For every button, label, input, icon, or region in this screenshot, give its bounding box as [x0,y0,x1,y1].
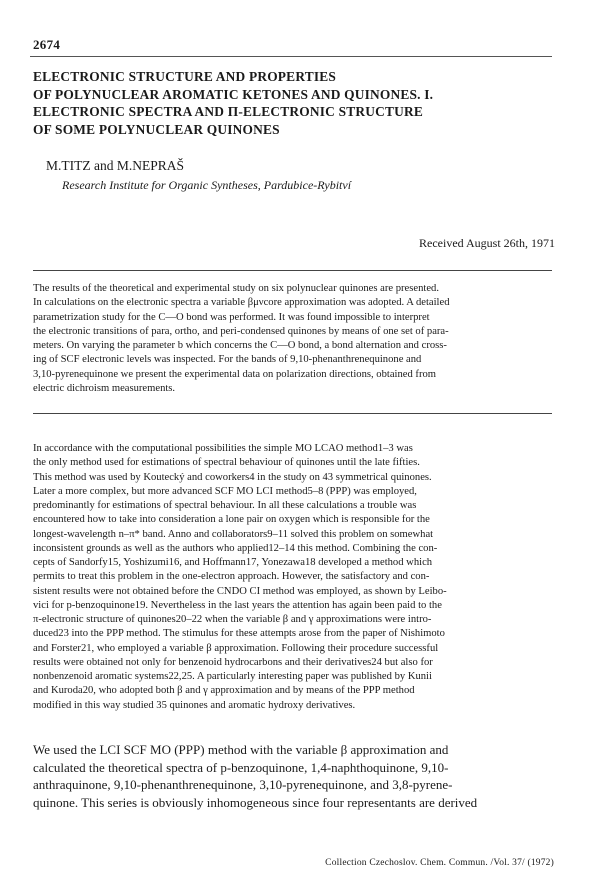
body-line: We used the LCI SCF MO (PPP) method with the variable β approximation and [33,742,449,757]
body-line: quinone. This series is obviously inhomogeneous since four representants are derived [33,794,478,810]
body-line: duced23 into the PPP method. The stimulus for these attempts arose from the paper of Nishimoto [33,628,445,640]
body-line: modified in this way studied 35 quinones and aromatic hydroxy derivatives. [33,699,356,711]
abstract-line: the electronic transitions of para, ortho, and peri-condensed quinones by means of one set of para- [33,325,449,337]
body-line: results were obtained not only for benzenoid hydrocarbons and their derivatives24 but also for [33,656,433,668]
abstract-line: 3,10-pyrenequinone we present the experimental data on polarization directions, obtained from [33,368,437,380]
body-line: encountered how to take into consideration a lone pair on oxygen which is responsible for the [33,514,430,526]
page-number: 2674 [33,37,61,52]
body-line: π-electronic structure of quinones20–22 when the variable β and γ approximations were intro- [33,614,432,625]
body-paragraph-1 [33,442,555,713]
body-line: anthraquinone, 9,10-phenanthrenequinone, 3,10-pyrenequinone, and 3,8-pyrene- [33,777,453,793]
received-date: Received August 26th, 1971 [419,236,555,250]
footer-citation: Collection Czechoslov. Chem. Commun. /Vol. 37/ (1972) [325,858,554,868]
body-line: calculated the theoretical spectra of p-benzoquinone, 1,4-naphthoquinone, 9,10- [33,759,449,775]
affiliation: Research Institute for Organic Syntheses, Pardubice-Rybitví [62,178,352,192]
body-line: nonbenzenoid aromatic systems22,25. A particularly interesting paper was published by Kunii [33,671,432,682]
abstract-line: In calculations on the electronic spectra a variable βμνcore approximation was adopted. A detailed [33,297,450,309]
body-line: inconsistent grounds as well as the authors who applied12–14 this method. Combining the con- [33,542,438,554]
body-line: In accordance with the computational possibilities the simple MO LCAO method1–3 was [33,443,413,454]
abstract [33,282,555,396]
authors: M.TITZ and M.NEPRAŠ [46,158,184,173]
abstract-line: ing of SCF electronic levels was inspected. For the bands of 9,10-phenanthrenequinone and [33,354,422,366]
abstract-line: meters. On varying the parameter b which concerns the C—O bond, a bond alternation and cross- [33,340,447,352]
body-line: longest-wavelength n–π* band. Anno and collaborators9–11 solved this problem on somewhat [33,528,434,540]
body-line: and Kuroda20, who adopted both β and γ approximation and by means of the PPP method [33,685,415,697]
abstract-line: parametrization study for the C—O bond was performed. It was found impossible to interpret [33,311,430,323]
body-line: and Forster21, who employed a variable β approximation. Following their procedure successful [33,642,439,654]
abstract-rule-top [33,270,552,271]
body-line: Later a more complex, but more advanced SCF MO LCI method5–8 (PPP) was employed, [33,485,417,497]
body-line: vici for p-benzoquinone19. Nevertheless in the last years the attention has again been paid to the [33,599,442,611]
body-line: cepts of Sandorfy15, Yoshizumi16, and Hoffmann17, Yonezawa18 developed a method which [33,557,433,568]
body-line: This method was used by Koutecký and coworkers4 in the study on 43 symmetrical quinones. [33,471,432,483]
article-title [33,68,553,138]
body-line: predominantly for estimations of spectral behaviour. In all these calculations a trouble was [33,500,417,511]
title-line: OF SOME POLYNUCLEAR QUINONES [33,121,280,137]
abstract-rule-bottom [33,413,552,414]
title-line: OF POLYNUCLEAR AROMATIC KETONES AND QUINONES. I. [33,86,434,102]
body-line: sistent results were not obtained before the CNDO CI method was employed, as shown by Leibo- [33,585,447,597]
title-line: ELECTRONIC STRUCTURE AND PROPERTIES [33,69,337,84]
title-line: ELECTRONIC SPECTRA AND Π-ELECTRONIC STRUCTURE [33,104,423,119]
abstract-line: The results of the theoretical and experimental study on six polynuclear quinones are presented. [33,283,439,294]
header-rule [30,56,552,57]
body-line: the only method used for estimations of spectral behaviour of quinones until the late fifties. [33,457,420,469]
abstract-line: electric dichroism measurements. [33,383,176,395]
body-line: permits to treat this problem in the one-electron approach. However, the satisfactory and con- [33,571,430,583]
body-paragraph-2 [33,741,555,811]
